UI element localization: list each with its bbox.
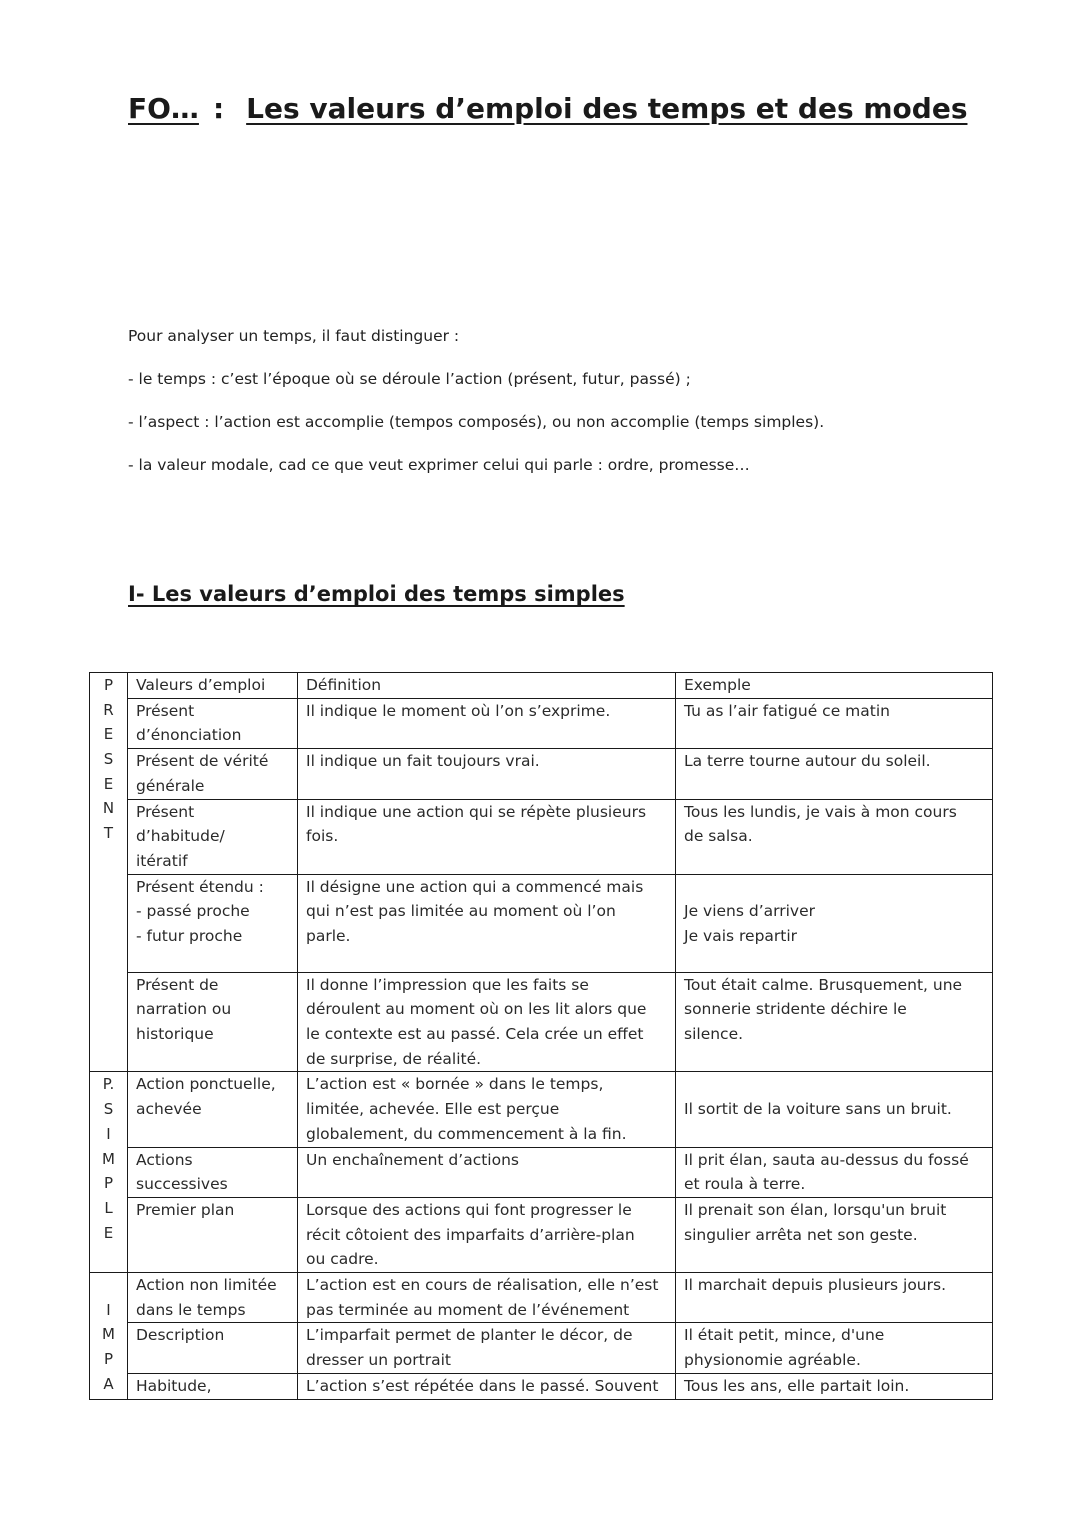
example-cell: Je viens d’arriver Je vais repartir [676, 874, 993, 972]
example-cell: Il était petit, mince, d'une physionomie agréable. [676, 1323, 993, 1373]
definition-cell: Il désigne une action qui a commencé mais qui n’est pas limitée au moment où l’on parle. [298, 874, 676, 972]
value-cell: Présent d’habitude/ itératif [128, 799, 298, 874]
table-row [90, 1323, 993, 1373]
table-row [90, 749, 993, 799]
definition-cell: Il donne l’impression que les faits se déroulent au moment où on les lit alors que le contexte est au passé. Cela crée un effet de surprise, de réalité. [298, 972, 676, 1072]
value-cell: Présent de vérité générale [128, 749, 298, 799]
definition-cell: Un enchaînement d’actions [298, 1147, 676, 1197]
value-cell: Présent de narration ou historique [128, 972, 298, 1072]
table-row [90, 698, 993, 748]
definition-cell: L’action est en cours de réalisation, elle n’est pas terminée au moment de l’événement [298, 1273, 676, 1323]
definition-cell: Il indique une action qui se répète plusieurs fois. [298, 799, 676, 874]
section-title: I- Les valeurs d’emploi des temps simples [128, 582, 625, 606]
example-cell: Tu as l’air fatigué ce matin [676, 698, 993, 748]
definition-cell: Il indique un fait toujours vrai. [298, 749, 676, 799]
table-row [90, 1373, 993, 1399]
value-cell: Présent étendu : - passé proche - futur proche [128, 874, 298, 972]
tense-values-table [89, 672, 993, 1400]
definition-cell: L’imparfait permet de planter le décor, de dresser un portrait [298, 1323, 676, 1373]
value-cell: Présent d’énonciation [128, 698, 298, 748]
definition-cell: Lorsque des actions qui font progresser le récit côtoient des imparfaits d’arrière-plan ou cadre. [298, 1197, 676, 1272]
table-row [90, 799, 993, 874]
table-row [90, 972, 993, 1072]
example-cell: Tous les ans, elle partait loin. [676, 1373, 993, 1399]
definition-cell: L’action est « bornée » dans le temps, limitée, achevée. Elle est perçue globalement, du commencement à la fin. [298, 1072, 676, 1147]
value-cell: Description [128, 1323, 298, 1373]
example-cell: Tout était calme. Brusquement, une sonnerie stridente déchire le silence. [676, 972, 993, 1072]
header-cell-value: Valeurs d’emploi [128, 673, 298, 699]
tense-label-imparfait: I M P A [90, 1273, 128, 1400]
value-cell: Action non limitée dans le temps [128, 1273, 298, 1323]
table-row [90, 1072, 993, 1147]
tense-label-present: P R E S E N T [90, 673, 128, 1072]
example-cell: Il marchait depuis plusieurs jours. [676, 1273, 993, 1323]
document-code: FO… [128, 92, 199, 125]
definition-cell: L’action s’est répétée dans le passé. Souvent [298, 1373, 676, 1399]
intro-line: - le temps : c’est l’époque où se déroule l’action (présent, futur, passé) ; [128, 370, 691, 388]
intro-text [128, 326, 1028, 498]
value-cell: Habitude, [128, 1373, 298, 1399]
example-cell: Il prenait son élan, lorsqu'un bruit singulier arrêta net son geste. [676, 1197, 993, 1272]
value-cell: Actions successives [128, 1147, 298, 1197]
header-cell-example: Exemple [676, 673, 993, 699]
intro-line: - l’aspect : l’action est accomplie (tempos composés), ou non accomplie (temps simples). [128, 413, 825, 431]
table-row [90, 1147, 993, 1197]
value-cell: Premier plan [128, 1197, 298, 1272]
page-title [128, 92, 1028, 125]
example-cell: Tous les lundis, je vais à mon cours de salsa. [676, 799, 993, 874]
table-row [90, 1197, 993, 1272]
title-separator: : [212, 92, 225, 125]
document-title: Les valeurs d’emploi des temps et des modes [246, 92, 968, 125]
intro-line: Pour analyser un temps, il faut distinguer : [128, 327, 460, 345]
header-cell-definition: Définition [298, 673, 676, 699]
table-header-row [90, 673, 993, 699]
table-row [90, 1273, 993, 1323]
example-cell: La terre tourne autour du soleil. [676, 749, 993, 799]
value-cell: Action ponctuelle, achevée [128, 1072, 298, 1147]
table-row [90, 874, 993, 972]
example-cell: Il prit élan, sauta au-dessus du fossé et roula à terre. [676, 1147, 993, 1197]
intro-line: - la valeur modale, cad ce que veut exprimer celui qui parle : ordre, promesse… [128, 456, 750, 474]
tense-label-passe-simple: P. S I M P L E [90, 1072, 128, 1273]
definition-cell: Il indique le moment où l’on s’exprime. [298, 698, 676, 748]
example-cell: Il sortit de la voiture sans un bruit. [676, 1072, 993, 1147]
